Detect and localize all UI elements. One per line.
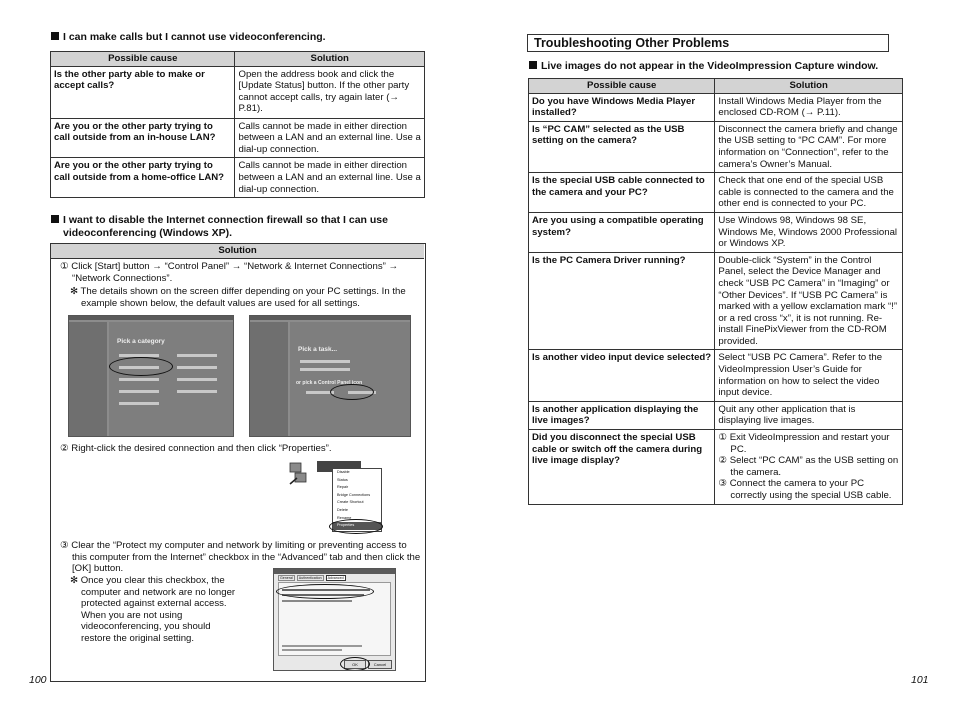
menu-item[interactable]: Status (337, 477, 348, 482)
note3-text: ✻ Once you clear this checkbox, the computer and network are no longer protected against external access. When you are not using videoconferencing, you should restore the original setting. (70, 575, 236, 644)
tab-general[interactable]: General (280, 576, 293, 580)
solution-cell: Open the address book and click the [Update Status] button. If the other party cannot accept calls, try again later (→ P.81). (235, 66, 425, 118)
menu-item[interactable]: Rename (337, 515, 352, 520)
col-cause-header: Possible cause (529, 79, 715, 94)
step3-text: ③ Clear the “Protect my computer and network by limiting or preventing access to this computer from the Internet” checkbox in the “Advanced” tab and then click the [OK] button. (60, 540, 421, 575)
solution-frame-header: Solution (51, 244, 424, 259)
highlight-circle (340, 657, 370, 671)
table-row (51, 118, 425, 158)
highlight-circle (276, 584, 374, 599)
menu-item[interactable]: Repair (337, 485, 349, 490)
solution-step: ① Exit VideoImpression and restart your PC. (718, 432, 890, 455)
table-row (529, 430, 903, 505)
table-row (51, 158, 425, 198)
cause-cell: Did you disconnect the special USB cable or switch off the camera during live image display? (529, 430, 715, 505)
connection-icon (287, 462, 309, 486)
step2-text: ② Right-click the desired connection and then click “Properties”. (60, 443, 332, 454)
table-row (51, 66, 425, 118)
cause-cell: Are you or the other party trying to call outside from an in-house LAN? (51, 118, 235, 158)
live-images-table (528, 78, 903, 505)
tab-advanced[interactable]: Advanced (327, 576, 344, 580)
cause-cell: Is the PC Camera Driver running? (529, 252, 715, 350)
solution-cell: Check that one end of the special USB cable is connected to the camera and the other end is connected to your PC. (715, 173, 903, 213)
cancel-button[interactable]: Cancel (368, 660, 392, 669)
section2-heading: I want to disable the Internet connection firewall so that I can use videoconferencing (Windows XP). (51, 214, 388, 240)
pick-icon-label: or pick a Control Panel icon (296, 380, 363, 386)
col-solution-header: Solution (715, 79, 903, 94)
table-row (529, 173, 903, 213)
control-panel-screenshot (68, 315, 234, 437)
solution-cell (715, 430, 903, 505)
cause-cell: Is “PC CAM” selected as the USB setting on the camera? (529, 121, 715, 172)
solution-cell: Install Windows Media Player from the enclosed CD-ROM (→ P.11). (715, 93, 903, 121)
cause-cell: Is the other party able to make or accept calls? (51, 66, 235, 118)
menu-item[interactable]: Create Shortcut (337, 500, 364, 505)
menu-item[interactable]: Bridge Connections (337, 492, 371, 497)
highlight-circle (109, 357, 173, 376)
solution-cell: Double-click “System” in the Control Panel, select the Device Manager and check “USB PC Camera” in “Imaging” or “Other Devices”. If “USB PC Camera” is marked with a yellow exclamation mark “!” or a red cross “x”, it is not running. Re-install FinePixViewer from the CD-ROM provided. (715, 252, 903, 350)
highlight-circle (330, 384, 374, 400)
solution-cell: Calls cannot be made in either direction between a LAN and an external line. Use a dial-up connection. (235, 118, 425, 158)
highlight-circle (329, 519, 383, 534)
solution-cell: Quit any other application that is displaying live images. (715, 401, 903, 429)
table-row (529, 252, 903, 350)
solution-cell: Use Windows 98, Windows 98 SE, Windows Me, Windows 2000 Professional or Windows XP. (715, 212, 903, 252)
note1-text: ✻ The details shown on the screen differ depending on your PC settings. In the example shown below, the default values are used for all settings. (70, 286, 406, 309)
cause-cell: Is another video input device selected? (529, 350, 715, 401)
solution-cell: Calls cannot be made in either direction between a LAN and an external line. Use a dial-up connection. (235, 158, 425, 198)
section1-heading: I can make calls but I cannot use videoconferencing. (51, 31, 326, 44)
ok-button[interactable]: OK (344, 660, 366, 669)
solution-cell: Select “USB PC Camera”. Refer to the VideoImpression User’s Guide for information on how to select the video input device. (715, 350, 903, 401)
col-cause-header: Possible cause (51, 52, 235, 67)
table-row (529, 212, 903, 252)
live-images-heading: Live images do not appear in the VideoImpression Capture window. (529, 60, 878, 73)
col-solution-header: Solution (235, 52, 425, 67)
page-number-left: 100 (29, 674, 47, 686)
step1-text: ① Click [Start] button → “Control Panel” → “Network & Internet Connections” → “Network Connections”. (60, 261, 399, 284)
cause-cell: Are you using a compatible operating system? (529, 212, 715, 252)
menu-item-properties[interactable]: Properties (333, 522, 381, 530)
pick-category-label: Pick a category (117, 338, 165, 345)
solution-step: ② Select “PC CAM” as the USB setting on the camera. (718, 455, 899, 478)
page-title: Troubleshooting Other Problems (527, 34, 889, 52)
table-row (529, 350, 903, 401)
network-connections-screenshot (249, 315, 411, 437)
advanced-dialog-screenshot (273, 568, 396, 671)
table-row (529, 121, 903, 172)
table-row (529, 401, 903, 429)
page-number-right: 101 (911, 674, 929, 686)
tab-authentication[interactable]: Authentication (298, 576, 322, 580)
cause-cell: Is the special USB cable connected to the camera and your PC? (529, 173, 715, 213)
solution-step: ③ Connect the camera to your PC correctly using the special USB cable. (718, 478, 892, 501)
menu-item[interactable]: Disable (337, 470, 350, 474)
cause-cell: Do you have Windows Media Player installed? (529, 93, 715, 121)
videoconf-table (50, 51, 425, 198)
table-row (529, 93, 903, 121)
cause-cell: Is another application displaying the live images? (529, 401, 715, 429)
menu-item[interactable]: Delete (337, 507, 348, 512)
pick-task-label: Pick a task... (298, 346, 338, 353)
cause-cell: Are you or the other party trying to call outside from a home-office LAN? (51, 158, 235, 198)
solution-cell: Disconnect the camera briefly and change the USB setting to “PC CAM”. For more information on “Connection”, refer to the camera’s Owner’s Manual. (715, 121, 903, 172)
